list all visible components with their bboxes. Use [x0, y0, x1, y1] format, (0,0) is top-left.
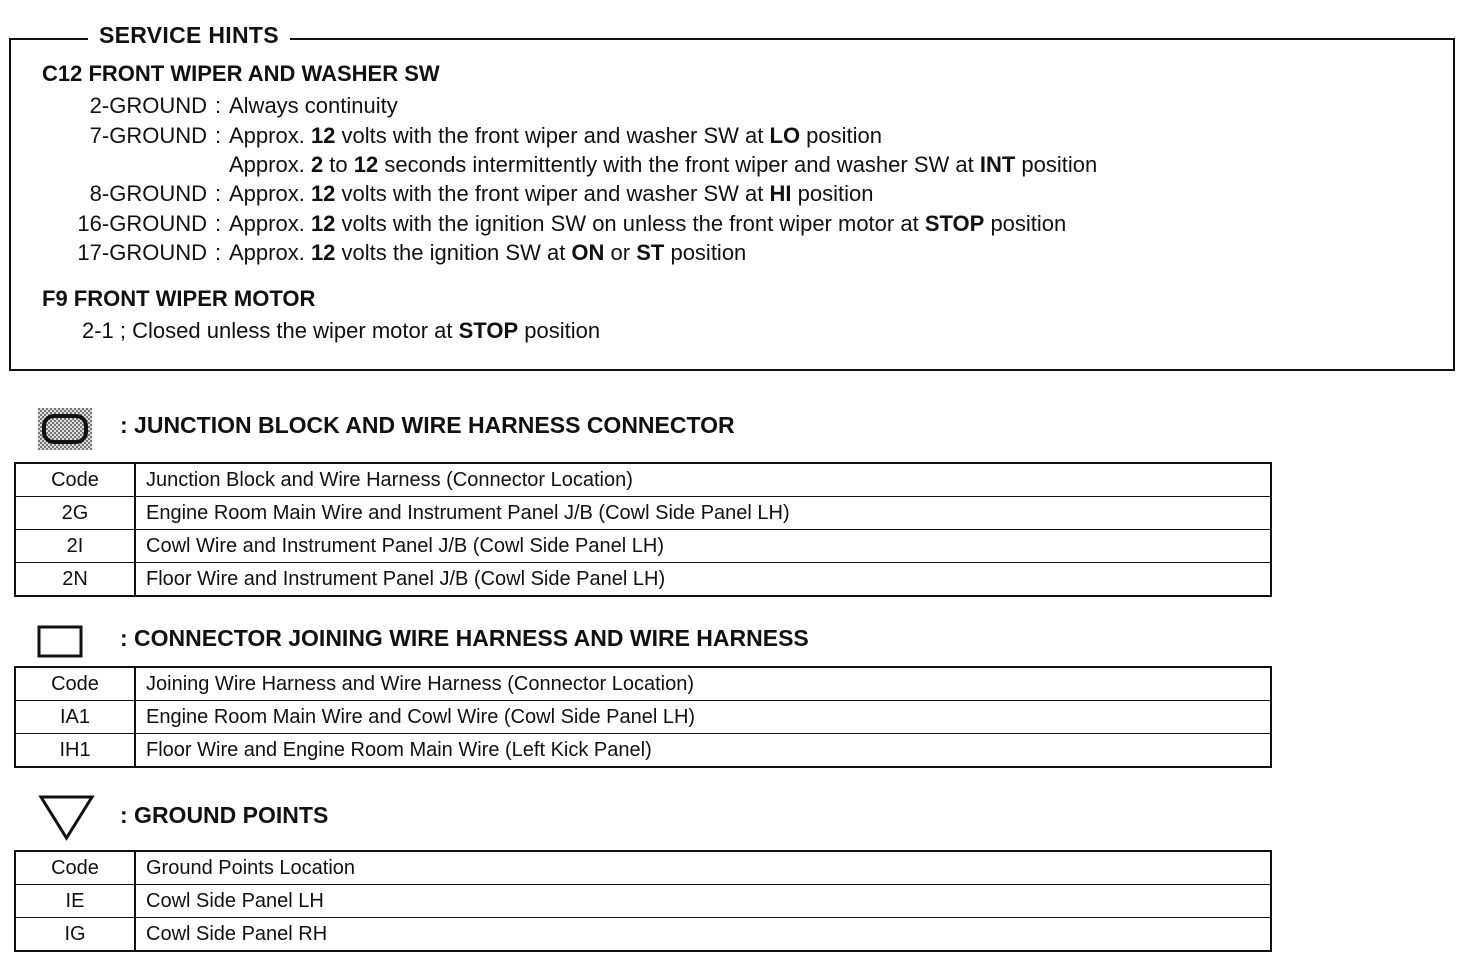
code-cell: IH1: [15, 734, 135, 768]
ground-point-icon: [38, 794, 96, 842]
location-cell: Engine Room Main Wire and Instrument Panel J/B (Cowl Side Panel LH): [135, 497, 1271, 530]
hint-value: [229, 211, 1066, 236]
hint-value: [229, 240, 746, 265]
hint-text: volts the ignition SW at: [335, 240, 572, 265]
hint-row: [42, 152, 1097, 178]
hint-text: Always continuity: [229, 93, 398, 118]
table-row: [15, 563, 1271, 597]
location-cell: Floor Wire and Engine Room Main Wire (Left Kick Panel): [135, 734, 1271, 768]
hint-text: volts with the ignition SW on unless the front wiper motor at: [335, 211, 925, 236]
location-cell: Floor Wire and Instrument Panel J/B (Cowl Side Panel LH): [135, 563, 1271, 597]
hint-text: position: [1015, 152, 1098, 177]
hint-text: Approx.: [229, 123, 311, 148]
column-header-code: Code: [15, 463, 135, 497]
hint-text: Approx.: [229, 240, 311, 265]
table-row: [15, 701, 1271, 734]
hint-row: [42, 211, 1066, 237]
hint-emphasis: 12: [310, 240, 336, 265]
column-header-location: Ground Points Location: [135, 851, 1271, 885]
column-header-location: Junction Block and Wire Harness (Connector Location): [135, 463, 1271, 497]
table-header-row: [15, 851, 1271, 885]
component-title-f9: F9 FRONT WIPER MOTOR: [42, 286, 316, 311]
hint-term: 17-GROUND: [77, 240, 207, 265]
hint-term: 16-GROUND: [77, 211, 207, 236]
hint-text: position: [518, 318, 601, 343]
connector-table: [14, 666, 1272, 768]
hint-emphasis: STOP: [924, 211, 985, 236]
table-row: [15, 734, 1271, 768]
table-row: [15, 530, 1271, 563]
hint-row: [42, 240, 746, 266]
connector-icon: [37, 624, 85, 660]
hint-value: [229, 181, 873, 206]
hint-text: position: [791, 181, 874, 206]
column-header-code: Code: [15, 667, 135, 701]
component-title-c12: C12 FRONT WIPER AND WASHER SW: [42, 61, 440, 86]
hint-text: 2-1 ; Closed unless the wiper motor at: [82, 318, 459, 343]
hint-emphasis: 12: [310, 181, 336, 206]
table-row: [15, 885, 1271, 918]
hint-separator: :: [214, 211, 222, 236]
column-header-location: Joining Wire Harness and Wire Harness (Connector Location): [135, 667, 1271, 701]
hint-row: [42, 181, 873, 207]
hint-term: 2-GROUND: [89, 93, 207, 118]
code-cell: 2I: [15, 530, 135, 563]
hint-emphasis: ON: [571, 240, 605, 265]
column-header-code: Code: [15, 851, 135, 885]
hint-emphasis: INT: [979, 152, 1016, 177]
hint-emphasis: LO: [769, 123, 801, 148]
location-cell: Cowl Wire and Instrument Panel J/B (Cowl Side Panel LH): [135, 530, 1271, 563]
hint-text: position: [984, 211, 1067, 236]
code-cell: IE: [15, 885, 135, 918]
service-hints-title: SERVICE HINTS: [88, 22, 290, 49]
hint-text: volts with the front wiper and washer SW at: [335, 181, 770, 206]
hint-term: 8-GROUND: [89, 181, 207, 206]
location-cell: Cowl Side Panel RH: [135, 918, 1271, 952]
code-cell: IA1: [15, 701, 135, 734]
table-row: [15, 497, 1271, 530]
hint-emphasis: 12: [310, 123, 336, 148]
hint-text: Approx.: [229, 152, 311, 177]
table-row: [15, 918, 1271, 952]
code-cell: IG: [15, 918, 135, 952]
hint-emphasis: ST: [636, 240, 665, 265]
junction-table: [14, 462, 1272, 597]
code-cell: 2G: [15, 497, 135, 530]
table-header-row: [15, 463, 1271, 497]
hint-row: [42, 123, 882, 149]
hint-row-motor: [82, 318, 600, 344]
hint-text: seconds intermittently with the front wiper and washer SW at: [378, 152, 980, 177]
hint-emphasis: 12: [353, 152, 379, 177]
ground-table: [14, 850, 1272, 952]
hint-value: [229, 123, 882, 148]
ground-heading: : GROUND POINTS: [120, 802, 329, 828]
hint-text: or: [604, 240, 637, 265]
hint-text: Approx.: [229, 211, 311, 236]
hint-separator: :: [214, 123, 222, 148]
location-cell: Engine Room Main Wire and Cowl Wire (Cowl Side Panel LH): [135, 701, 1271, 734]
location-cell: Cowl Side Panel LH: [135, 885, 1271, 918]
hint-emphasis: 12: [310, 211, 336, 236]
junction-heading: : JUNCTION BLOCK AND WIRE HARNESS CONNECTOR: [120, 412, 735, 438]
hint-text: position: [800, 123, 883, 148]
hint-term: 7-GROUND: [89, 123, 207, 148]
hint-separator: :: [214, 181, 222, 206]
hint-emphasis: 2: [310, 152, 324, 177]
code-cell: 2N: [15, 563, 135, 597]
hint-emphasis: HI: [769, 181, 792, 206]
table-header-row: [15, 667, 1271, 701]
hint-text: to: [323, 152, 354, 177]
hint-text: volts with the front wiper and washer SW at: [335, 123, 770, 148]
junction-block-icon: [36, 406, 96, 452]
hint-text: position: [664, 240, 747, 265]
hint-value: [229, 93, 398, 118]
hint-value: [229, 152, 1097, 177]
hint-separator: :: [214, 240, 222, 265]
hint-emphasis: STOP: [458, 318, 519, 343]
hint-separator: :: [214, 93, 222, 118]
hint-row: [42, 93, 398, 119]
hint-text: Approx.: [229, 181, 311, 206]
connector-heading: : CONNECTOR JOINING WIRE HARNESS AND WIRE HARNESS: [120, 625, 809, 651]
